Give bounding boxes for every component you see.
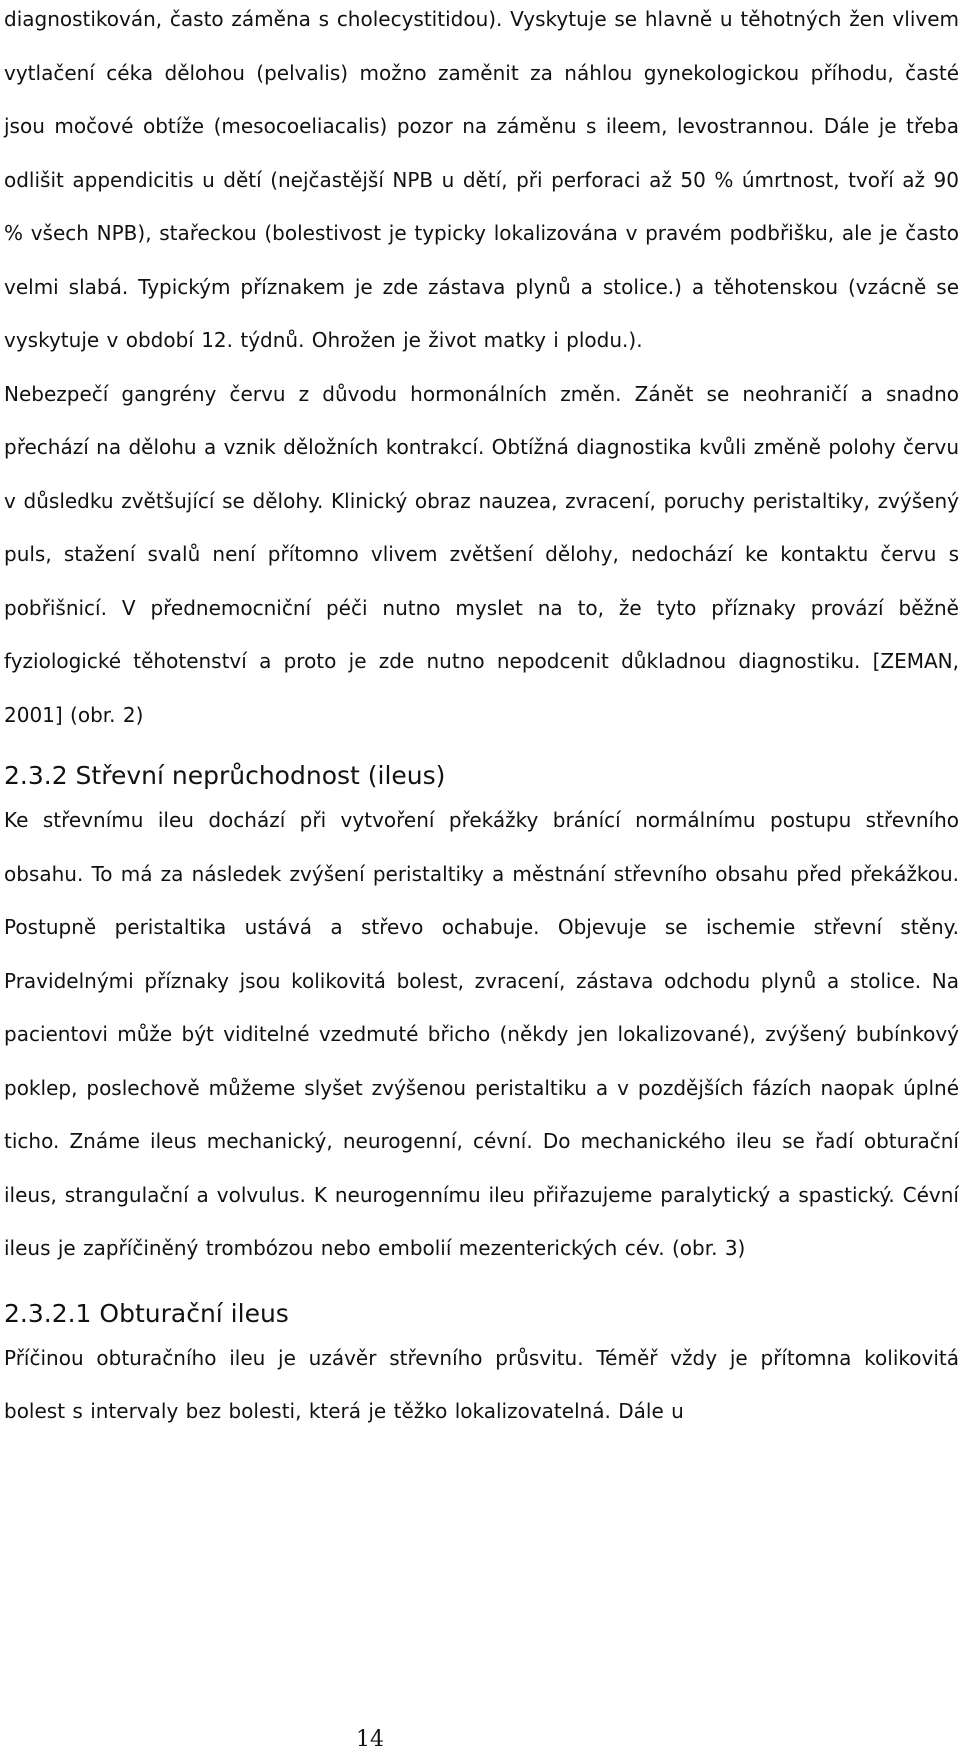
paragraph-ileus: Ke střevnímu ileu dochází při vytvoření překážky bránící normálnímu postupu střevního obsahu. To má za následek zvýšení peristaltiky a městnání střevního obsahu před překážkou. Postupně peristaltika ustává a střevo ochabuje. Objevuje se ischemie střevní stěny. Pravidelnými příznaky jsou kolikovitá bolest, zvracení, zástava odchodu plynů a stolice. Na pacientovi může být viditelné vzedmuté břicho (někdy jen lokalizované), zvýšený bubínkový poklep, poslechově můžeme slyšet zvýšenou peristaltiku a v pozdějších fázích naopak úplné ticho. Známe ileus mechanický, neurogenní, cévní. Do mechanického ileu se řadí obturační ileus, strangulační a volvulus. K neurogennímu ileu přiřazujeme paralytický a spastický. Cévní ileus je zapříčiněný trombózou nebo embolií mezenterických cév. (obr. 3) <box>4 808 959 1260</box>
section-heading-ileus: 2.3.2 Střevní neprůchodnost (ileus) <box>4 761 446 790</box>
paragraph-obturation-ileus: Příčinou obturačního ileu je uzávěr střevního průsvitu. Téměř vždy je přítomna kolikovitá bolest s intervaly bez bolesti, která je těžko lokalizovatelná. Dále u <box>4 1345 959 1423</box>
document-page <box>4 0 959 1760</box>
page-number: 14 <box>356 1727 384 1752</box>
paragraph-pregnancy-appendicitis: Nebezpečí gangrény červu z důvodu hormonálních změn. Zánět se neohraničí a snadno přechází na dělohu a vznik děložních kontrakcí. Obtížná diagnostika kvůli změně polohy červu v důsledku zvětšující se dělohy. Klinický obraz nauzea, zvracení, poruchy peristaltiky, zvýšený puls, stažení svalů není přítomno vlivem zvětšení dělohy, nedochází ke kontaktu červu s pobřišnicí. V přednemocniční péči nutno myslet na to, že tyto příznaky provází běžně fyziologické těhotenství a proto je zde nutno nepodcenit důkladnou diagnostiku. [ZEMAN, 2001] (obr. 2) <box>4 381 959 727</box>
subsection-heading-obturation-ileus: 2.3.2.1 Obturační ileus <box>4 1298 289 1328</box>
paragraph-appendicitis: diagnostikován, často záměna s cholecystitidou). Vyskytuje se hlavně u těhotných žen vlivem vytlačení céka dělohou (pelvalis) možno zaměnit za náhlou gynekologickou příhodu, časté jsou močové obtíže (mesocoeliacalis) pozor na záměnu s ileem, levostrannou. Dále je třeba odlišit appendicitis u dětí (nejčastější NPB u dětí, při perforaci až 50 % úmrtnost, tvoří až 90 % všech NPB), stařeckou (bolestivost je typicky lokalizována v pravém podbřišku, ale je často velmi slabá. Typickým příznakem je zde zástava plynů a stolice.) a těhotenskou (vzácně se vyskytuje v období 12. týdnů. Ohrožen je život matky i plodu.). <box>4 7 959 352</box>
